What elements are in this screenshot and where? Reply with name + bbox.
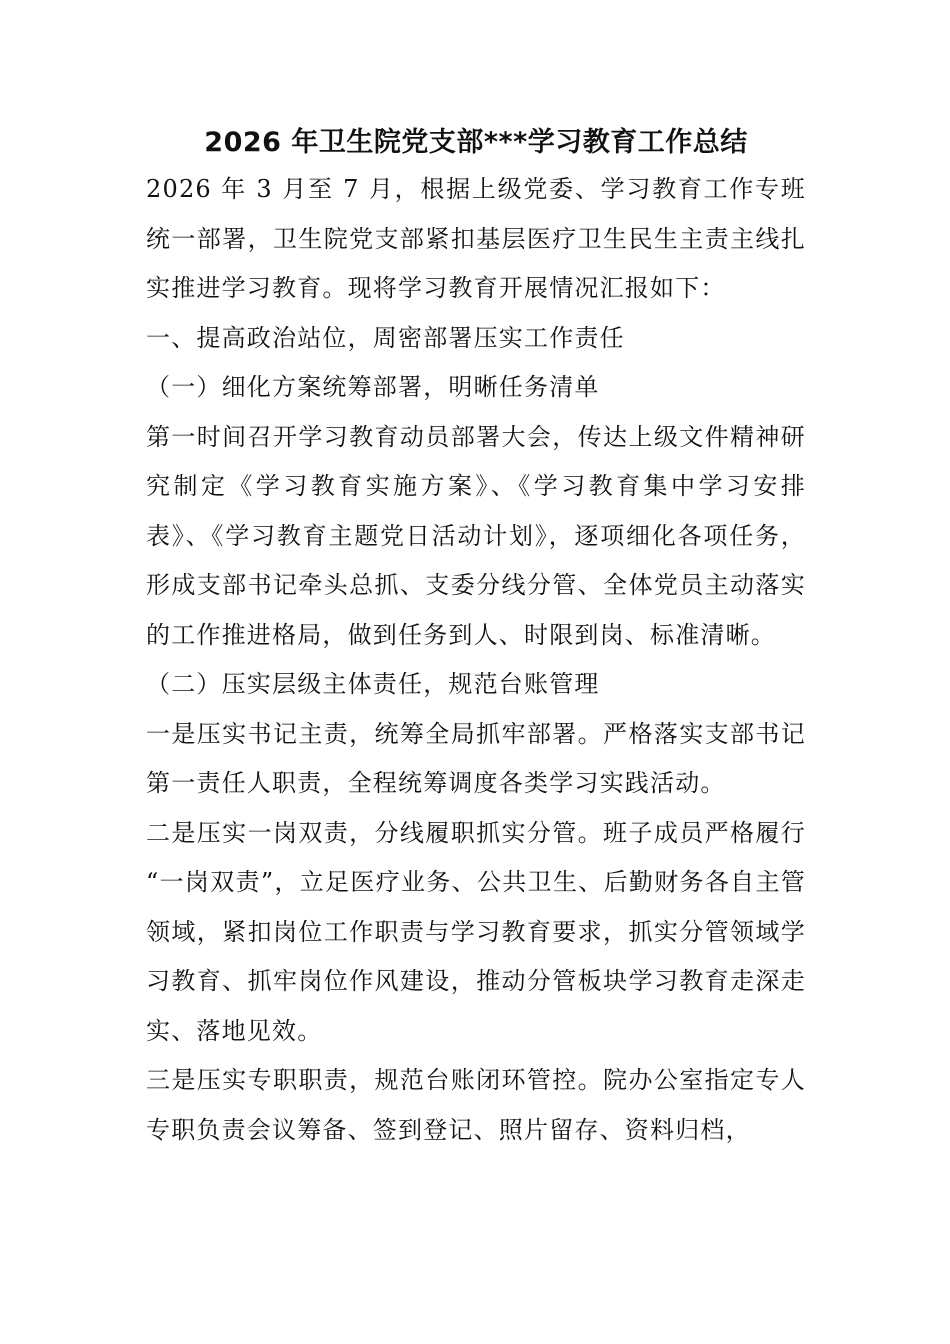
document-title: 2026 年卫生院党支部***学习教育工作总结 (204, 127, 748, 158)
body-paragraph: 一是压实书记主责，统筹全局抓牢部署。严格落实支部书记第一责任人职责，全程统筹调度各类学习实践活动。 (146, 719, 806, 797)
document-page (146, 120, 806, 1155)
subsection-heading-2: （二）压实层级主体责任，规范台账管理 (146, 670, 600, 698)
document-body (146, 165, 806, 1155)
body-paragraph: 第一时间召开学习教育动员部署大会，传达上级文件精神研究制定《学习教育实施方案》、《学习教育集中学习安排表》、《学习教育主题党日活动计划》，逐项细化各项任务，形成支部书记牵头总抓、支委分线分管、全体党员主动落实的工作推进格局，做到任务到人、时限到岗、标准清晰。 (146, 422, 806, 649)
body-paragraph: 三是压实专职职责，规范台账闭环管控。院办公室指定专人专职负责会议筹备、签到登记、照片留存、资料归档， (146, 1066, 806, 1144)
intro-paragraph: 2026 年 3 月至 7 月，根据上级党委、学习教育工作专班统一部署，卫生院党支部紧扣基层医疗卫生民生主责主线扎实推进学习教育。现将学习教育开展情况汇报如下： (146, 175, 806, 302)
body-paragraph: 二是压实一岗双责，分线履职抓实分管。班子成员严格履行 “一岗双责”，立足医疗业务、公共卫生、后勤财务各自主管领域，紧扣岗位工作职责与学习教育要求，抓实分管领域学习教育、抓牢岗位作风建设，推动分管板块学习教育走深走实、落地见效。 (146, 818, 806, 1045)
subsection-heading-1: （一）细化方案统筹部署，明晰任务清单 (146, 373, 600, 401)
section-heading-1: 一、提高政治站位，周密部署压实工作责任 (146, 323, 625, 352)
